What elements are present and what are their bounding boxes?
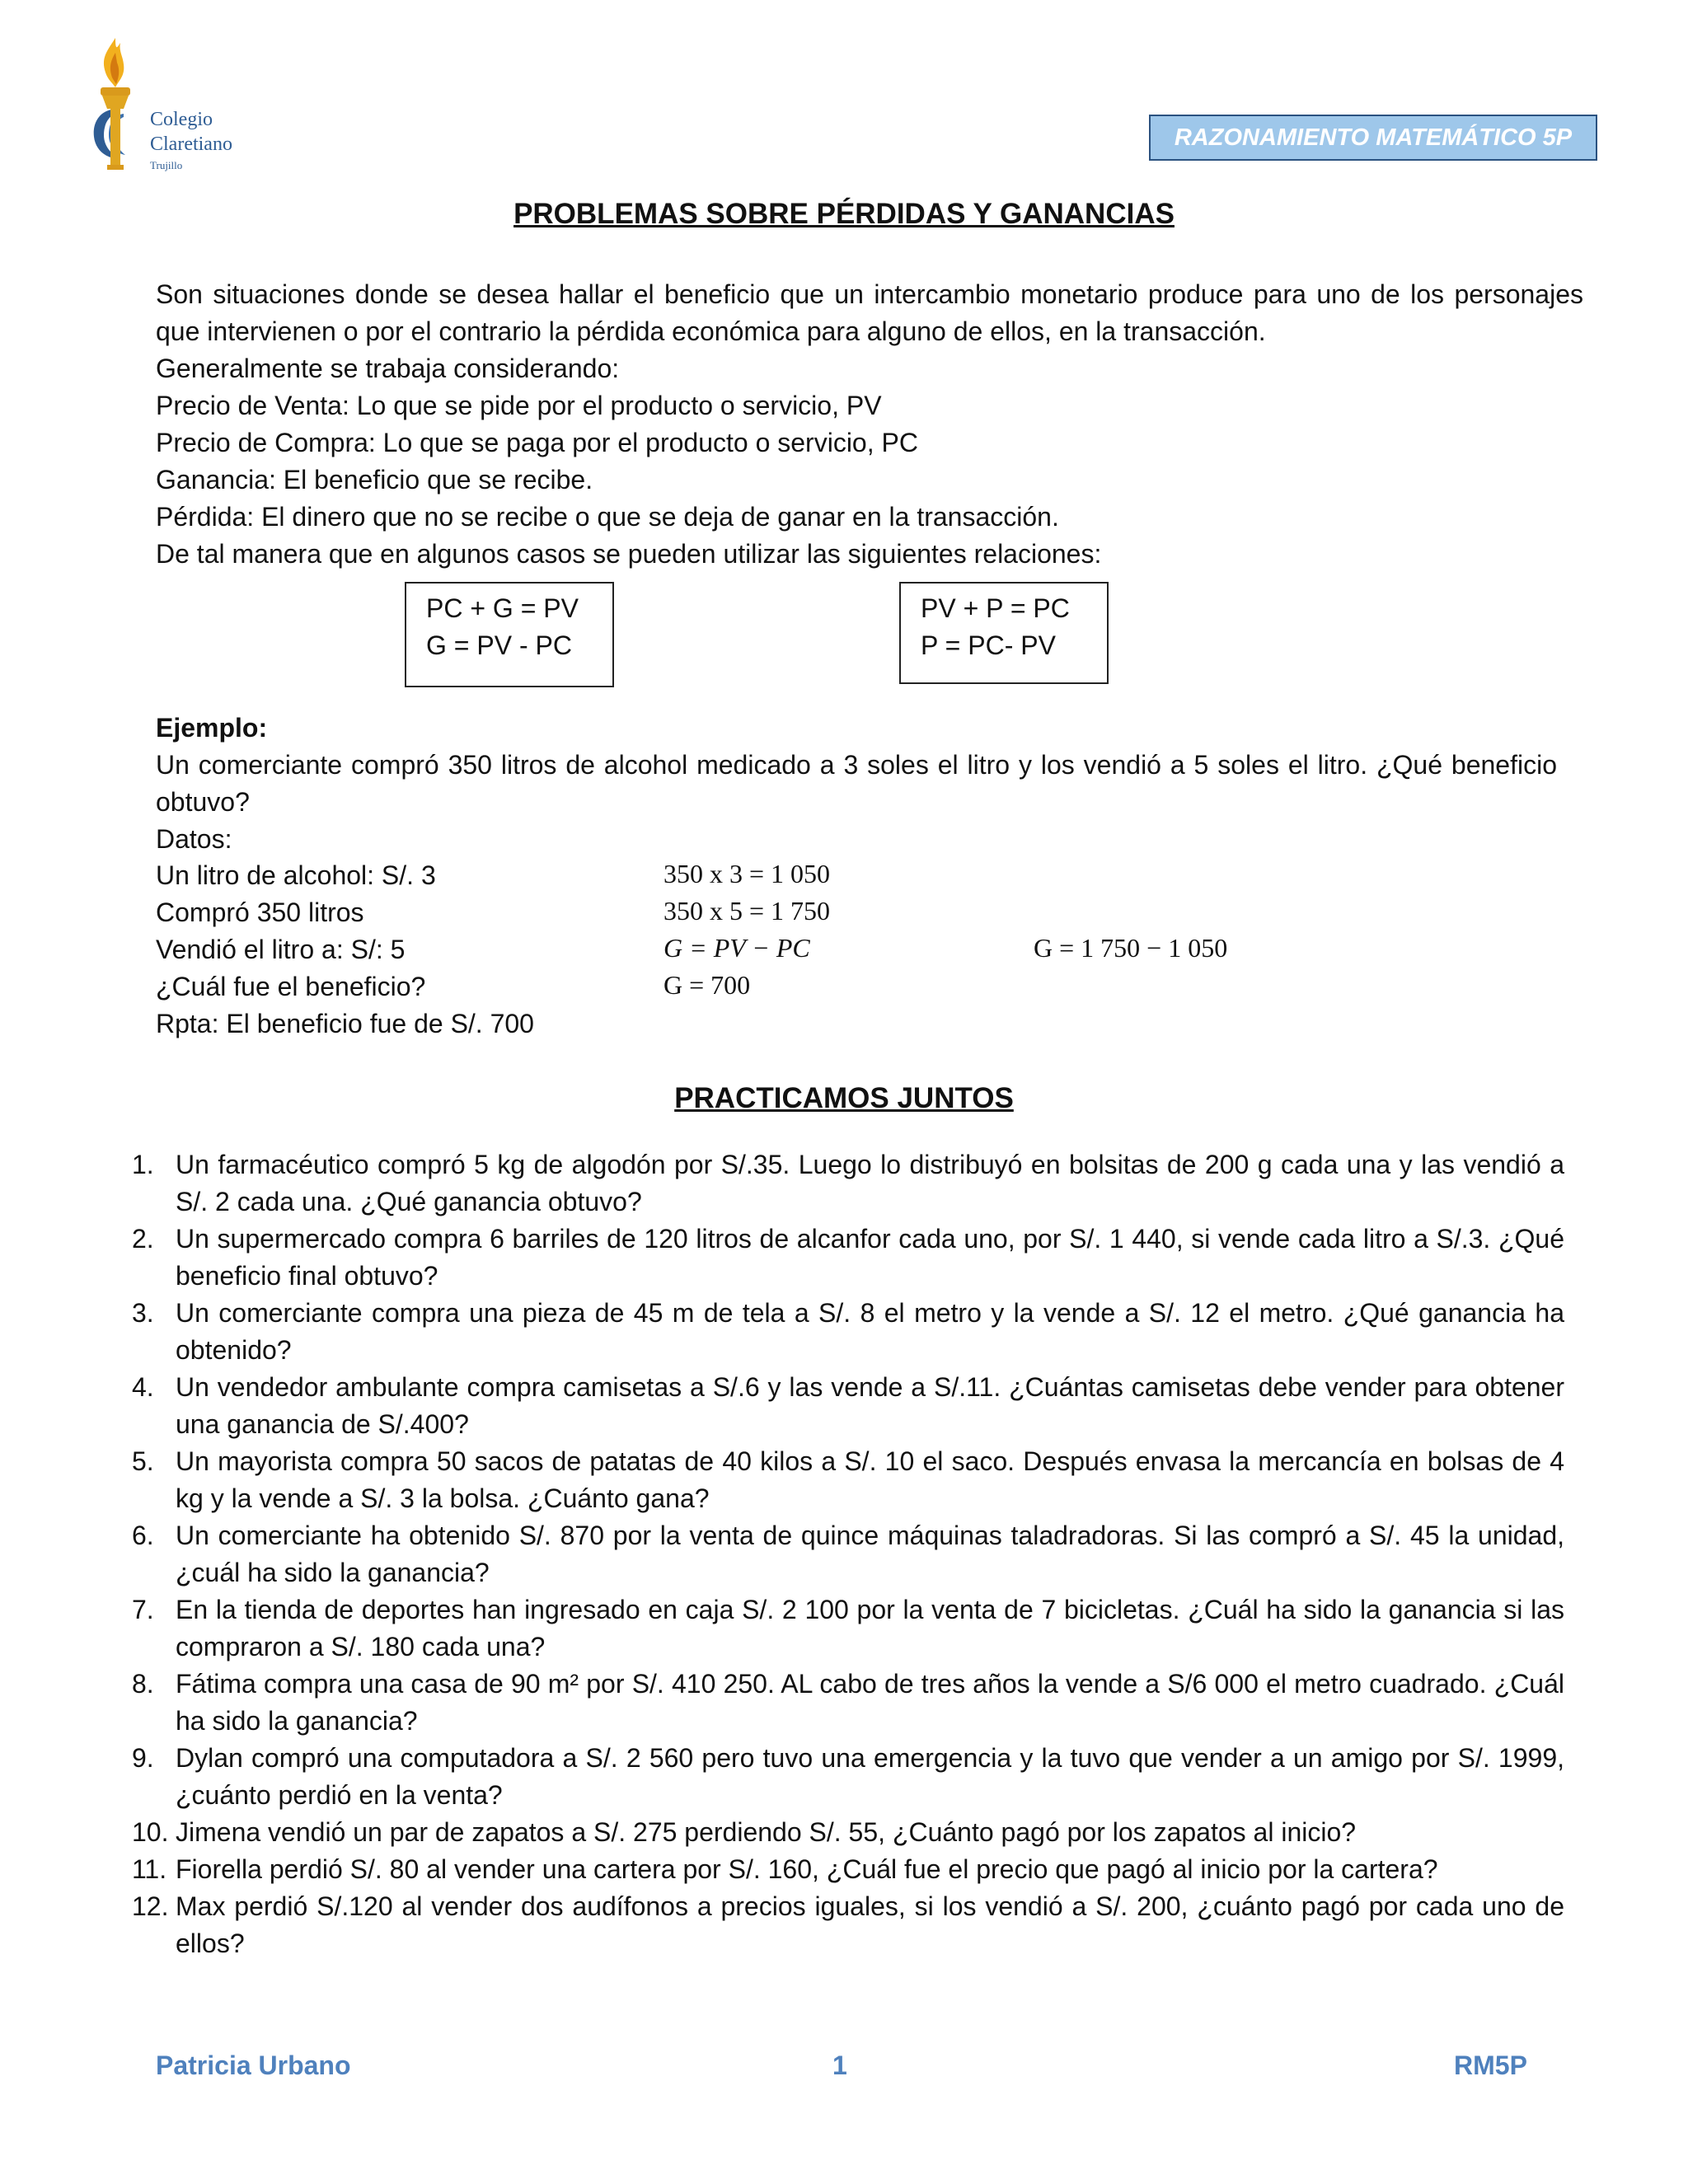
intro-line: Precio de Compra: Lo que se paga por el producto o servicio, PC bbox=[156, 428, 918, 457]
problem-text: Fiorella perdió S/. 80 al vender una cartera por S/. 160, ¿Cuál fue el precio que pagó al inicio por la cartera? bbox=[176, 1854, 1438, 1884]
example-heading: Ejemplo: bbox=[156, 713, 268, 743]
formula-line: PV + P = PC bbox=[921, 593, 1070, 623]
problem-text: Max perdió S/.120 al vender dos audífonos a precios iguales, si los vendió a S/. 200, ¿cuánto pagó por cada uno de ellos? bbox=[176, 1891, 1564, 1958]
problem-item bbox=[132, 1295, 1564, 1369]
problem-number: 6. bbox=[132, 1521, 154, 1550]
problem-number: 3. bbox=[132, 1298, 154, 1328]
problem-text: Un vendedor ambulante compra camisetas a S/.6 y las vende a S/.11. ¿Cuántas camisetas debe vender para obtener una ganancia de S/.400? bbox=[176, 1372, 1564, 1439]
problem-item bbox=[132, 1443, 1564, 1517]
problem-number: 5. bbox=[132, 1446, 154, 1476]
footer-code: RM5P bbox=[1454, 2050, 1527, 2080]
problem-text: Dylan compró una computadora a S/. 2 560 pero tuvo una emergencia y la tuvo que vender a un amigo por S/. 1999, ¿cuánto perdió en la venta? bbox=[176, 1743, 1564, 1810]
formula-line: P = PC- PV bbox=[921, 630, 1056, 660]
intro-line: Precio de Venta: Lo que se pide por el producto o servicio, PV bbox=[156, 391, 882, 420]
problem-number: 4. bbox=[132, 1372, 154, 1402]
calc-line: 350 x 3 = 1 050 bbox=[663, 859, 831, 888]
problem-number: 9. bbox=[132, 1743, 154, 1773]
problem-number: 1. bbox=[132, 1150, 154, 1179]
problem-number: 10. bbox=[132, 1817, 169, 1847]
problem-text: Un farmacéutico compró 5 kg de algodón por S/.35. Luego lo distribuyó en bolsitas de 200 g cada una y las vendió a S/. 2 cada una. ¿Qué ganancia obtuvo? bbox=[176, 1150, 1564, 1216]
problem-text: Un mayorista compra 50 sacos de patatas de 40 kilos a S/. 10 el saco. Después envasa la mercancía en bolsas de 4 kg y la vende a S/. 3 la bolsa. ¿Cuánto gana? bbox=[176, 1446, 1564, 1513]
intro-line: De tal manera que en algunos casos se pueden utilizar las siguientes relaciones: bbox=[156, 539, 1102, 569]
problem-number: 11. bbox=[132, 1854, 167, 1884]
problem-number: 2. bbox=[132, 1224, 154, 1254]
page-title: PROBLEMAS SOBRE PÉRDIDAS Y GANANCIAS bbox=[513, 198, 1175, 230]
problem-text: Jimena vendió un par de zapatos a S/. 275 perdiendo S/. 55, ¿Cuánto pagó por los zapatos al inicio? bbox=[176, 1817, 1357, 1847]
formula-line: G = PV - PC bbox=[426, 630, 572, 660]
problem-item bbox=[132, 1740, 1564, 1814]
practice-title: PRACTICAMOS JUNTOS bbox=[674, 1082, 1014, 1114]
problem-item bbox=[132, 1888, 1564, 1962]
problem-text: Fátima compra una casa de 90 m² por S/. 410 250. AL cabo de tres años la vende a S/6 000 el metro cuadrado. ¿Cuál ha sido la ganancia? bbox=[176, 1669, 1564, 1736]
problem-item bbox=[132, 1517, 1564, 1591]
page-number: 1 bbox=[832, 2050, 847, 2080]
torch-icon bbox=[82, 35, 148, 175]
example-data-item: Vendió el litro a: S/: 5 bbox=[156, 935, 406, 964]
subject-label: RAZONAMIENTO MATEMÁTICO 5P bbox=[1149, 115, 1597, 161]
logo-line-2: Claretiano bbox=[150, 134, 232, 155]
problem-text: Un comerciante compra una pieza de 45 m de tela a S/. 8 el metro y la vende a S/. 12 el metro. ¿Qué ganancia ha obtenido? bbox=[176, 1298, 1564, 1365]
calc-line: G = 1 750 − 1 050 bbox=[1034, 933, 1228, 963]
problem-list bbox=[132, 1146, 1564, 1962]
intro-line: Pérdida: El dinero que no se recibe o que se deja de ganar en la transacción. bbox=[156, 502, 1059, 532]
problem-number: 7. bbox=[132, 1595, 154, 1624]
intro-line: Generalmente se trabaja considerando: bbox=[156, 354, 620, 383]
problem-number: 12. bbox=[132, 1891, 169, 1921]
problem-item bbox=[132, 1221, 1564, 1295]
calc-line: G = 700 bbox=[663, 970, 751, 1000]
footer-author: Patricia Urbano bbox=[156, 2050, 351, 2080]
intro-section bbox=[156, 276, 1583, 573]
example-data-item: Compró 350 litros bbox=[156, 898, 364, 927]
loss-formula-box bbox=[899, 582, 1109, 684]
data-label: Datos: bbox=[156, 824, 232, 854]
school-logo bbox=[82, 35, 256, 175]
logo-text bbox=[150, 107, 232, 173]
problem-number: 8. bbox=[132, 1669, 154, 1699]
problem-item bbox=[132, 1814, 1564, 1851]
problem-text: Un supermercado compra 6 barriles de 120 litros de alcanfor cada uno, por S/. 1 440, si vende cada litro a S/.3. ¿Qué beneficio final obtuvo? bbox=[176, 1224, 1564, 1291]
problem-text: Un comerciante ha obtenido S/. 870 por la venta de quince máquinas taladradoras. Si las compró a S/. 45 la unidad, ¿cuál ha sido la ganancia? bbox=[176, 1521, 1564, 1587]
intro-paragraph: Son situaciones donde se desea hallar el beneficio que un intercambio monetario produce para uno de los personajes que intervienen o por el contrario la pérdida económica para alguno de ellos, en la transacción. bbox=[156, 279, 1583, 346]
logo-line-3: Trujillo bbox=[150, 159, 183, 171]
problem-item bbox=[132, 1591, 1564, 1666]
formula-line: PC + G = PV bbox=[426, 593, 579, 623]
example-data-item: ¿Cuál fue el beneficio? bbox=[156, 972, 426, 1001]
problem-item bbox=[132, 1851, 1564, 1888]
example-data-item: Un litro de alcohol: S/. 3 bbox=[156, 860, 436, 890]
logo-line-1: Colegio bbox=[150, 109, 213, 130]
gain-formula-box bbox=[405, 582, 614, 687]
problem-text: En la tienda de deportes han ingresado en caja S/. 2 100 por la venta de 7 bicicletas. ¿Cuál ha sido la ganancia si las compraron a S/. 180 cada una? bbox=[176, 1595, 1564, 1661]
calc-line: G = PV − PC bbox=[663, 933, 810, 963]
example-statement: Un comerciante compró 350 litros de alcohol medicado a 3 soles el litro y los vendió a 5 soles el litro. ¿Qué beneficio obtuvo? bbox=[156, 750, 1557, 817]
problem-item bbox=[132, 1146, 1564, 1221]
intro-line: Ganancia: El beneficio que se recibe. bbox=[156, 465, 593, 494]
example-section bbox=[156, 710, 1557, 858]
problem-item bbox=[132, 1666, 1564, 1740]
problem-item bbox=[132, 1369, 1564, 1443]
calc-line: 350 x 5 = 1 750 bbox=[663, 896, 831, 926]
example-answer: Rpta: El beneficio fue de S/. 700 bbox=[156, 1009, 534, 1038]
